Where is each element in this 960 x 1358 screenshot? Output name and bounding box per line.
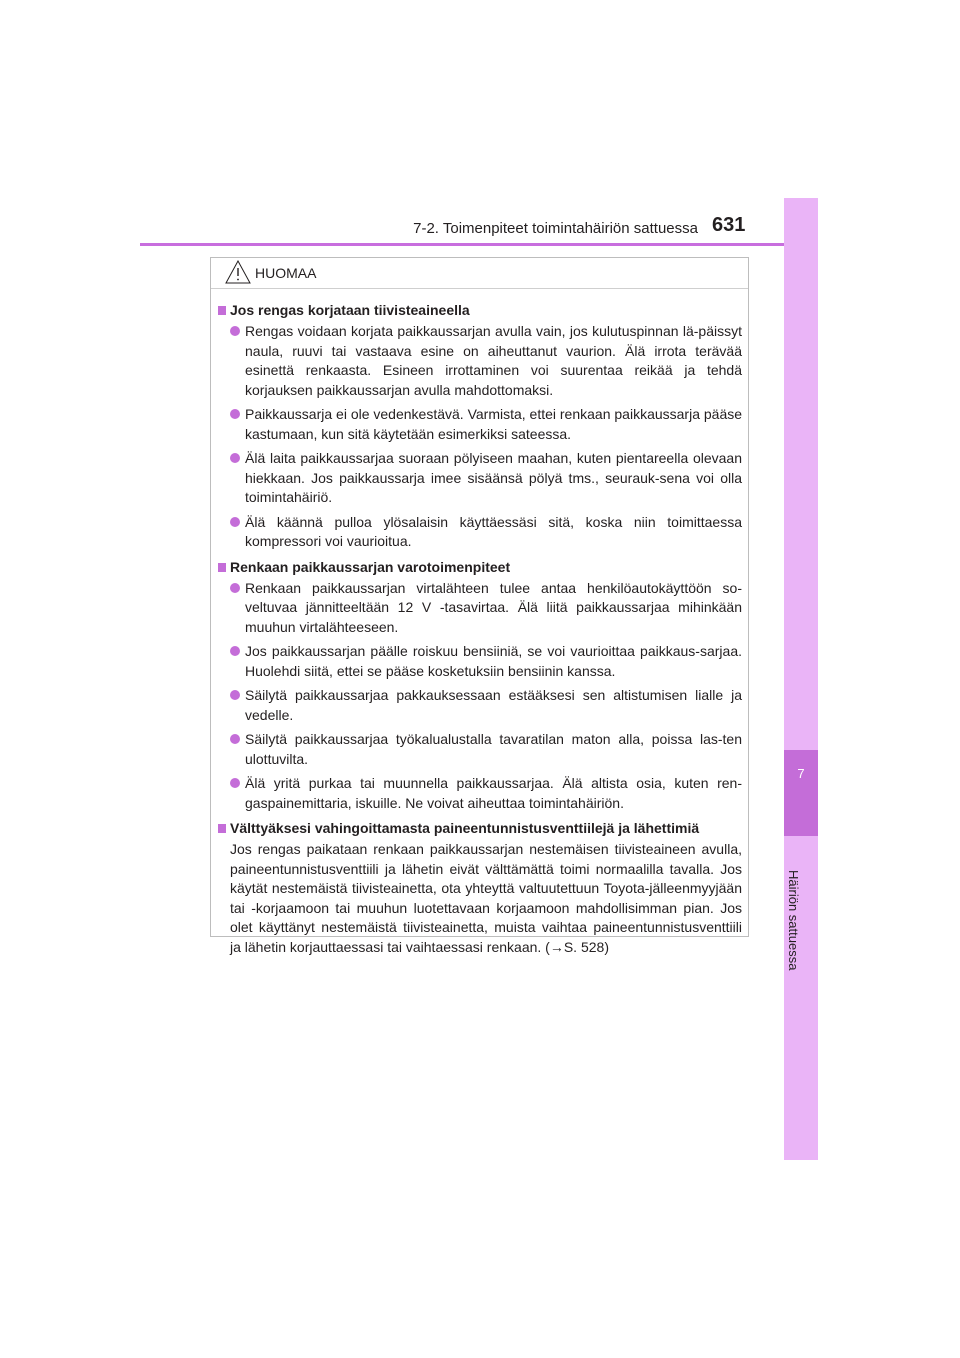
round-bullet-icon (230, 517, 240, 527)
list-item (230, 513, 742, 552)
caution-label: HUOMAA (255, 265, 317, 281)
list-item-text: Älä yritä purkaa tai muunnella paikkaussarjaa. Älä altista osia, kuten ren-gaspainemittaria, iskuille. Ne voivat aiheuttaa toimintahäiriön. (245, 775, 742, 811)
chapter-number: 7 (797, 766, 805, 781)
caution-body (211, 289, 748, 957)
list-item-text: Rengas voidaan korjata paikkaussarjan avulla vain, jos kulutuspinnan lä-päissyt naula, ruuvi tai vastaava esine on aiheuttanut vaurion. Älä irrota terävää esinettä renkaasta. Esineen irrottaminen voi suurentaa reikää ja tehdä korjauksen paikkaussarjan avulla mahdottomaksi. (245, 323, 742, 398)
list-item (230, 449, 742, 508)
section-heading (218, 301, 742, 320)
section-heading (218, 819, 742, 838)
list-item-text: Jos paikkaussarjan päälle roiskuu bensiiniä, se voi vaurioittaa paikkaus-sarjaa. Huolehdi siitä, ettei se pääse kosketuksiin bensiinin kanssa. (245, 643, 742, 679)
section-heading-text: Välttyäksesi vahingoittamasta paineentunnistusventtiilejä ja lähettimiä (230, 820, 700, 836)
list-item-text: Säilytä paikkaussarjaa työkalualustalla tavaratilan maton alla, poissa las-ten ulottuvilta. (245, 731, 742, 767)
caution-header (211, 258, 748, 289)
list-item (230, 322, 742, 400)
section-heading-text: Jos rengas korjataan tiivisteaineella (230, 302, 470, 318)
header-rule (140, 243, 818, 246)
chapter-title: Häiriön sattuessa (786, 870, 801, 971)
warning-triangle-icon (225, 260, 251, 289)
round-bullet-icon (230, 583, 240, 593)
square-bullet-icon (218, 563, 226, 572)
section-title: 7-2. Toimenpiteet toimintahäiriön sattuessa (413, 220, 698, 237)
round-bullet-icon (230, 326, 240, 336)
caution-section (218, 558, 742, 814)
side-tab-upper (784, 198, 818, 750)
caution-box (210, 257, 749, 955)
section-paragraph: Jos rengas paikataan renkaan paikkaussarjan nestemäisen tiivisteaineen avulla, paineentunnistusventtiili ja lähetin eivät välttämättä toimi normaalilla tavalla. Jos käytät nestemäistä tiivisteainetta, ota yhteyttä valtuutettuun Toyota-jälleenmyyjään tai -korjaamoon tai muuhun luotettavaan korjaamoon mahdollisimman pian. Jos olet käyttänyt nestemäistä tiivisteainetta, muista vaihtaa paineentunnistusventtiili ja lähetin korjauttaessasi tai vaihtaessasi renkaan. (→S. 528) (230, 841, 742, 955)
round-bullet-icon (230, 690, 240, 700)
square-bullet-icon (218, 824, 226, 833)
round-bullet-icon (230, 734, 240, 744)
list-item (230, 730, 742, 769)
caution-section (218, 819, 742, 957)
list-item (230, 774, 742, 813)
list-item-text: Säilytä paikkaussarjaa pakkauksessaan estääksesi sen altistumisen lialle ja vedelle. (245, 687, 742, 723)
square-bullet-icon (218, 306, 226, 315)
page-number: 631 (712, 214, 746, 236)
list-item-text: Älä laita paikkaussarjaa suoraan pölyiseen maahan, kuten pientareella olevaan hiekkaan. Jos paikkaussarja imee sisäänsä pölyä tms., seurauk-sena voi olla toimintahäiriö. (245, 450, 742, 505)
list-item-text: Paikkaussarja ei ole vedenkestävä. Varmista, ettei renkaan paikkaussarja pääse kastumaan, kun sitä käytetään esimerkiksi sateessa. (245, 406, 743, 442)
section-heading (218, 558, 742, 577)
caution-section (218, 301, 742, 552)
round-bullet-icon (230, 409, 240, 419)
round-bullet-icon (230, 453, 240, 463)
round-bullet-icon (230, 778, 240, 788)
side-tab-chapter-marker (784, 750, 818, 836)
section-heading-text: Renkaan paikkaussarjan varotoimenpiteet (230, 558, 511, 575)
round-bullet-icon (230, 646, 240, 656)
list-item (230, 642, 742, 681)
list-item-text: Renkaan paikkaussarjan virtalähteen tulee antaa henkilöautokäyttöön so-veltuvaa jännitteeltään 12 V -tasavirtaa. Älä liitä paikkaussarjaa mihinkään muuhun virtalähteeseen. (245, 579, 742, 635)
list-item (230, 405, 742, 444)
list-item-text: Älä käännä pulloa ylösalaisin käyttäessäsi sitä, koska niin toimittaessa kompressori voi vaurioitua. (245, 513, 742, 549)
list-item (230, 579, 742, 638)
list-item (230, 686, 742, 725)
